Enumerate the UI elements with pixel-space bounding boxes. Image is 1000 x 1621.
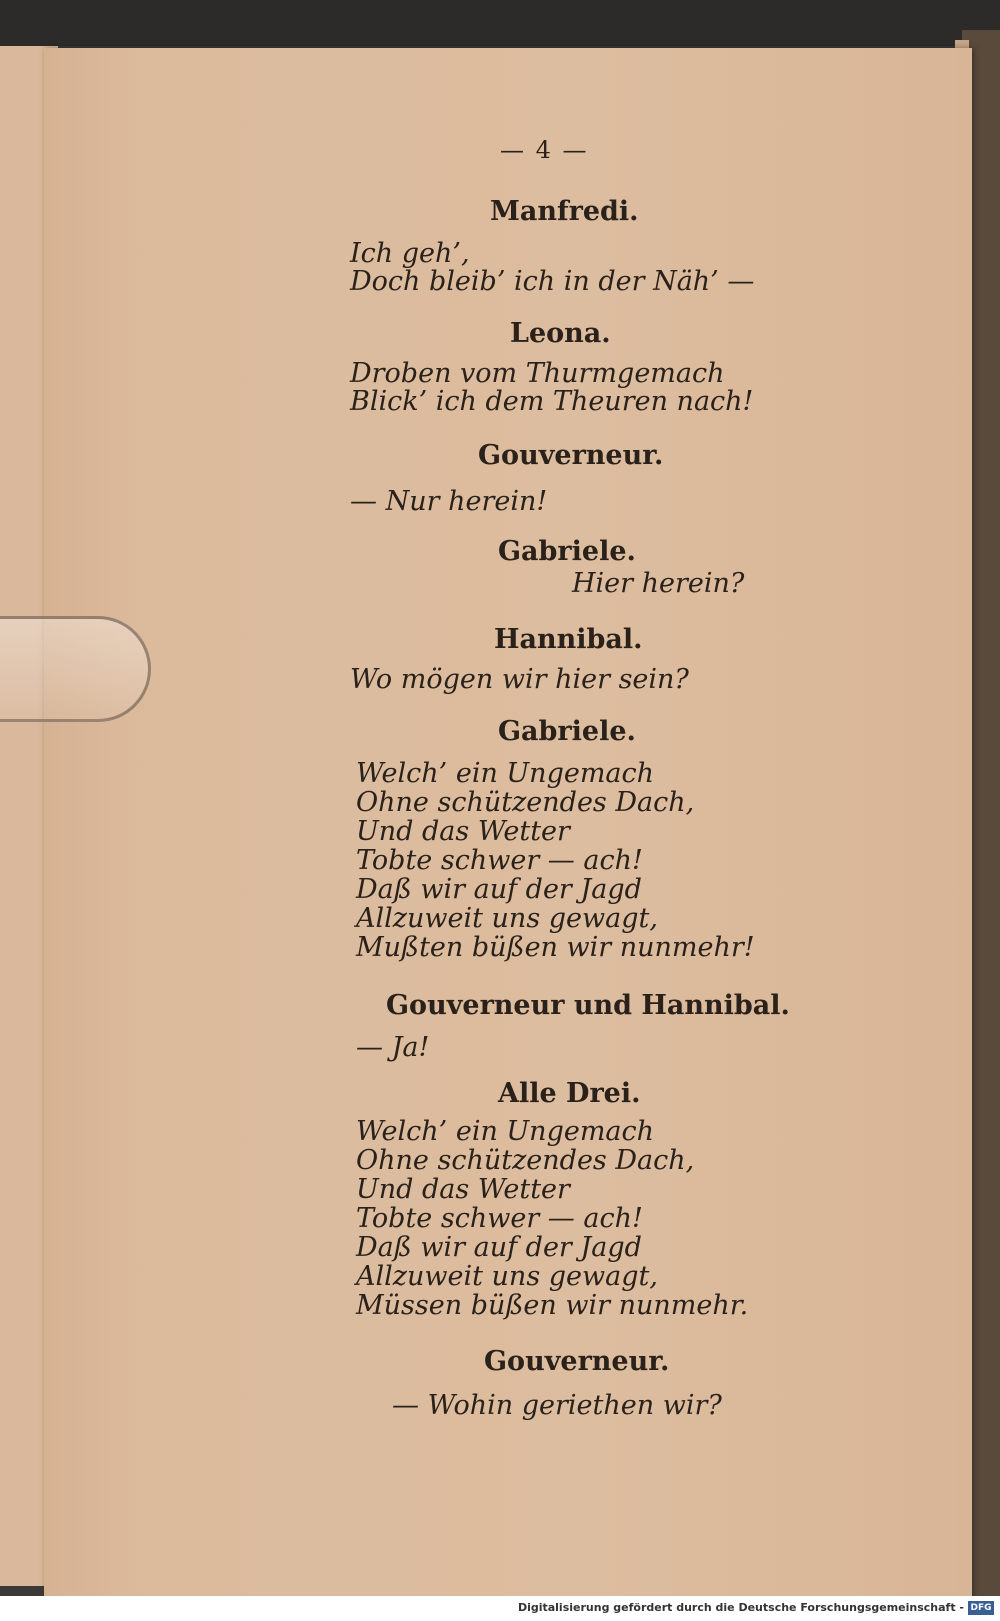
verse-line: Daß wir auf der Jagd <box>356 1232 642 1263</box>
verse-line: Welch’ ein Ungemach <box>356 1116 655 1147</box>
verse-line: Allzuweit uns gewagt, <box>356 1261 658 1292</box>
page-number: — 4 — <box>500 136 589 164</box>
verse-line: Müssen büßen wir nunmehr. <box>356 1290 749 1321</box>
verse-line: Allzuweit uns gewagt, <box>356 903 658 934</box>
verse-line: Ohne schützendes Dach, <box>356 787 695 818</box>
verse-line: Und das Wetter <box>356 1174 570 1205</box>
speaker-hannibal: Hannibal. <box>494 624 643 655</box>
verse-line: Welch’ ein Ungemach <box>356 758 655 789</box>
verse-line: Blick’ ich dem Theuren nach! <box>350 386 754 417</box>
speaker-gabriele: Gabriele. <box>498 536 636 567</box>
verse-line: Ohne schützendes Dach, <box>356 1145 695 1176</box>
verse-line: — Nur herein! <box>350 486 548 517</box>
verse-line: Ich geh’, <box>350 238 470 269</box>
verse-line: Droben vom Thurmgemach <box>350 358 725 389</box>
footer-bar <box>0 1596 1000 1621</box>
verse-line: Mußten büßen wir nunmehr! <box>356 932 755 963</box>
speaker-gouverneur-und-hannibal: Gouverneur und Hannibal. <box>386 990 790 1021</box>
speaker-manfredi: Manfredi. <box>490 196 639 227</box>
speaker-leona: Leona. <box>510 318 611 349</box>
verse-line: Daß wir auf der Jagd <box>356 874 642 905</box>
verse-line: Und das Wetter <box>356 816 570 847</box>
verse-line: Tobte schwer — ach! <box>356 845 643 876</box>
page-clip <box>0 616 151 722</box>
scan-top-border <box>0 0 1000 46</box>
speaker-alle-drei: Alle Drei. <box>498 1078 641 1109</box>
verse-line: — Ja! <box>356 1032 430 1063</box>
verse-line: Tobte schwer — ach! <box>356 1203 643 1234</box>
speaker-gouverneur: Gouverneur. <box>484 1346 670 1377</box>
verse-line: — Wohin geriethen wir? <box>392 1390 722 1421</box>
verse-line: Wo mögen wir hier sein? <box>350 664 689 695</box>
speaker-gabriele: Gabriele. <box>498 716 636 747</box>
funding-credit: Digitalisierung gefördert durch die Deutsche Forschungsgemeinschaft - <box>517 1601 964 1614</box>
verse-line: Doch bleib’ ich in der Näh’ — <box>350 266 755 297</box>
verse-line: Hier herein? <box>572 568 745 599</box>
dfg-logo: DFG <box>968 1601 994 1615</box>
speaker-gouverneur: Gouverneur. <box>478 440 664 471</box>
